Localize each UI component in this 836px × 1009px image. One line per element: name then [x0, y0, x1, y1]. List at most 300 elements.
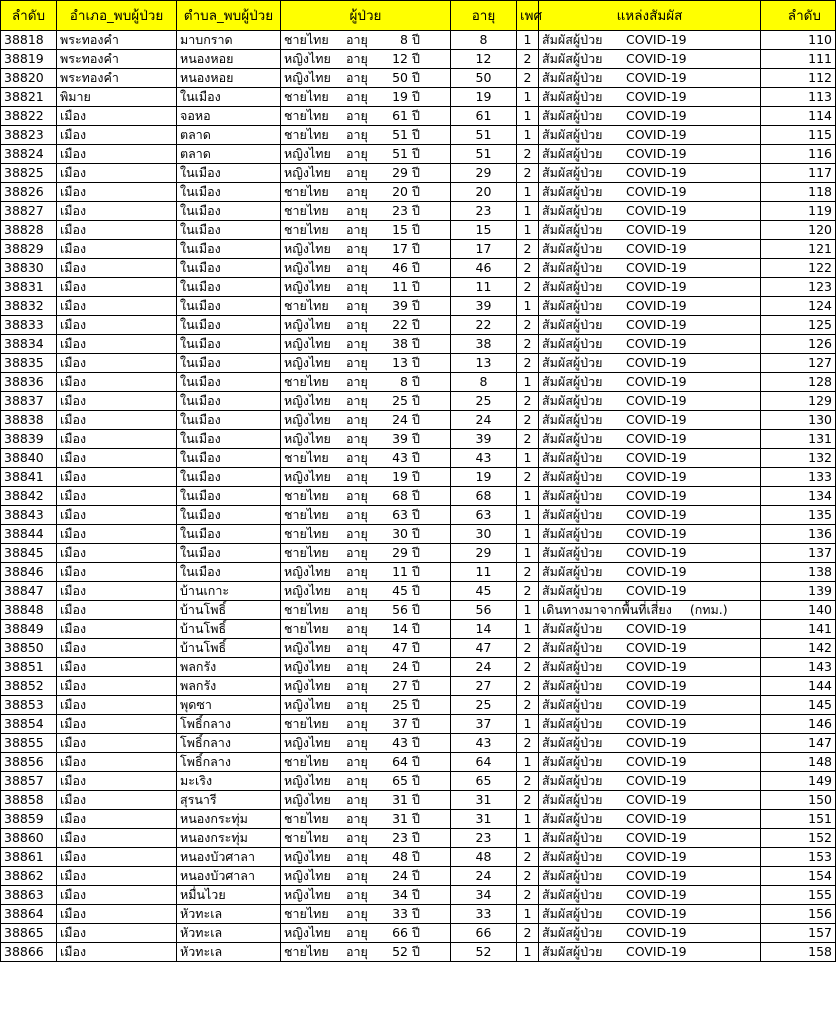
- cell-source: [539, 411, 761, 430]
- cell-age: 31: [451, 791, 517, 810]
- patient-age-number: 47: [392, 640, 408, 655]
- table-row: [1, 373, 836, 392]
- cell-order: 138: [761, 563, 836, 582]
- patient-age-unit: ปี: [412, 716, 420, 731]
- patient-type: ชายไทย: [284, 32, 329, 47]
- table-row: [1, 848, 836, 867]
- source-detail: COVID-19: [626, 659, 687, 674]
- cell-source: [539, 430, 761, 449]
- patient-age-number: 22: [392, 317, 408, 332]
- source-text: สัมผัสผู้ป่วย: [542, 830, 603, 845]
- patient-age-number: 8: [400, 32, 408, 47]
- patient-age-unit: ปี: [412, 887, 420, 902]
- cell-age: 24: [451, 867, 517, 886]
- source-detail: COVID-19: [626, 564, 687, 579]
- cell-district: เมือง: [57, 430, 177, 449]
- cell-seq: 38824: [1, 145, 57, 164]
- cell-order: 116: [761, 145, 836, 164]
- cell-sex: 1: [517, 107, 539, 126]
- cell-sex: 1: [517, 297, 539, 316]
- cell-patient: [281, 791, 451, 810]
- patient-age-label: อายุ: [346, 70, 368, 85]
- cell-patient: [281, 126, 451, 145]
- cell-order: 141: [761, 620, 836, 639]
- table-row: [1, 715, 836, 734]
- cell-age: 20: [451, 183, 517, 202]
- cell-district: เมือง: [57, 392, 177, 411]
- cell-age: 15: [451, 221, 517, 240]
- patient-age-unit: ปี: [412, 602, 420, 617]
- patient-age-label: อายุ: [346, 792, 368, 807]
- patient-age-label: อายุ: [346, 298, 368, 313]
- table-row: [1, 126, 836, 145]
- cell-source: [539, 943, 761, 962]
- cell-district: เมือง: [57, 335, 177, 354]
- source-detail: COVID-19: [626, 450, 687, 465]
- cell-seq: 38833: [1, 316, 57, 335]
- cell-source: [539, 639, 761, 658]
- table-row: [1, 69, 836, 88]
- cell-sex: 2: [517, 392, 539, 411]
- cell-order: 128: [761, 373, 836, 392]
- cell-subdistrict: ในเมือง: [177, 430, 281, 449]
- cell-patient: [281, 259, 451, 278]
- patient-age-number: 23: [392, 830, 408, 845]
- patient-age-unit: ปี: [412, 431, 420, 446]
- cell-age: 14: [451, 620, 517, 639]
- source-text: สัมผัสผู้ป่วย: [542, 412, 603, 427]
- cell-district: เมือง: [57, 848, 177, 867]
- cell-sex: 1: [517, 525, 539, 544]
- cell-seq: 38861: [1, 848, 57, 867]
- source-detail: COVID-19: [626, 260, 687, 275]
- cell-seq: 38840: [1, 449, 57, 468]
- patient-age-label: อายุ: [346, 184, 368, 199]
- cell-age: 8: [451, 373, 517, 392]
- cell-age: 13: [451, 354, 517, 373]
- cell-sex: 2: [517, 696, 539, 715]
- patient-type: หญิงไทย: [284, 640, 331, 655]
- cell-sex: 2: [517, 658, 539, 677]
- cell-sex: 2: [517, 886, 539, 905]
- patient-age-unit: ปี: [412, 70, 420, 85]
- patient-age-label: อายุ: [346, 830, 368, 845]
- source-text: สัมผัสผู้ป่วย: [542, 184, 603, 199]
- header-age: อายุ: [451, 1, 517, 31]
- cell-source: [539, 924, 761, 943]
- cell-age: 46: [451, 259, 517, 278]
- cell-source: [539, 126, 761, 145]
- patient-age-unit: ปี: [412, 507, 420, 522]
- source-text: สัมผัสผู้ป่วย: [542, 564, 603, 579]
- table-row: [1, 392, 836, 411]
- cell-order: 134: [761, 487, 836, 506]
- cell-subdistrict: บ้านโพธิ์: [177, 601, 281, 620]
- cell-patient: [281, 69, 451, 88]
- header-row: [1, 1, 836, 31]
- cell-subdistrict: ในเมือง: [177, 297, 281, 316]
- cell-seq: 38818: [1, 31, 57, 50]
- cell-seq: 38820: [1, 69, 57, 88]
- source-text: สัมผัสผู้ป่วย: [542, 241, 603, 256]
- cell-district: เมือง: [57, 316, 177, 335]
- source-detail: COVID-19: [626, 108, 687, 123]
- cell-patient: [281, 202, 451, 221]
- cell-subdistrict: ในเมือง: [177, 544, 281, 563]
- patient-age-number: 51: [392, 127, 408, 142]
- patient-age-number: 11: [392, 279, 408, 294]
- cell-seq: 38854: [1, 715, 57, 734]
- cell-sex: 2: [517, 335, 539, 354]
- cell-sex: 1: [517, 449, 539, 468]
- source-text: สัมผัสผู้ป่วย: [542, 697, 603, 712]
- source-detail: COVID-19: [626, 944, 687, 959]
- cell-patient: [281, 715, 451, 734]
- patient-age-number: 43: [392, 735, 408, 750]
- patient-age-label: อายุ: [346, 906, 368, 921]
- cell-age: 12: [451, 50, 517, 69]
- cell-patient: [281, 810, 451, 829]
- table-row: [1, 810, 836, 829]
- patient-type: หญิงไทย: [284, 849, 331, 864]
- source-detail: (กทม.): [689, 602, 728, 617]
- cell-district: เมือง: [57, 772, 177, 791]
- cell-order: 115: [761, 126, 836, 145]
- table-row: [1, 943, 836, 962]
- cell-order: 121: [761, 240, 836, 259]
- source-text: สัมผัสผู้ป่วย: [542, 488, 603, 503]
- cell-sex: 1: [517, 126, 539, 145]
- cell-sex: 2: [517, 69, 539, 88]
- cell-district: เมือง: [57, 601, 177, 620]
- cell-order: 149: [761, 772, 836, 791]
- cell-sex: 2: [517, 639, 539, 658]
- source-text: สัมผัสผู้ป่วย: [542, 754, 603, 769]
- source-text: สัมผัสผู้ป่วย: [542, 108, 603, 123]
- cell-seq: 38847: [1, 582, 57, 601]
- source-detail: COVID-19: [626, 792, 687, 807]
- patient-age-unit: ปี: [412, 754, 420, 769]
- source-detail: COVID-19: [626, 393, 687, 408]
- cell-age: 11: [451, 563, 517, 582]
- patient-age-label: อายุ: [346, 887, 368, 902]
- patient-type: ชายไทย: [284, 184, 329, 199]
- cell-age: 64: [451, 753, 517, 772]
- cell-sex: 2: [517, 563, 539, 582]
- patient-age-label: อายุ: [346, 146, 368, 161]
- patient-age-number: 68: [392, 488, 408, 503]
- patient-age-unit: ปี: [412, 868, 420, 883]
- patient-age-number: 14: [392, 621, 408, 636]
- patient-age-unit: ปี: [412, 735, 420, 750]
- source-detail: COVID-19: [626, 887, 687, 902]
- cell-subdistrict: บ้านโพธิ์: [177, 620, 281, 639]
- patient-age-unit: ปี: [412, 697, 420, 712]
- cell-order: 137: [761, 544, 836, 563]
- table-row: [1, 601, 836, 620]
- patient-type: หญิงไทย: [284, 925, 331, 940]
- cell-seq: 38834: [1, 335, 57, 354]
- cell-subdistrict: พลกรัง: [177, 658, 281, 677]
- cell-order: 140: [761, 601, 836, 620]
- cell-subdistrict: มาบกราด: [177, 31, 281, 50]
- cell-order: 130: [761, 411, 836, 430]
- patient-age-unit: ปี: [412, 127, 420, 142]
- cell-seq: 38843: [1, 506, 57, 525]
- cell-order: 151: [761, 810, 836, 829]
- cell-subdistrict: หนองบัวศาลา: [177, 867, 281, 886]
- cell-seq: 38831: [1, 278, 57, 297]
- patient-age-label: อายุ: [346, 355, 368, 370]
- source-text: สัมผัสผู้ป่วย: [542, 32, 603, 47]
- cell-age: 50: [451, 69, 517, 88]
- patient-age-unit: ปี: [412, 944, 420, 959]
- cell-source: [539, 487, 761, 506]
- cell-subdistrict: หนองบัวศาลา: [177, 848, 281, 867]
- table-row: [1, 145, 836, 164]
- cell-seq: 38846: [1, 563, 57, 582]
- cell-sex: 2: [517, 145, 539, 164]
- cell-age: 37: [451, 715, 517, 734]
- patient-age-label: อายุ: [346, 868, 368, 883]
- table-row: [1, 487, 836, 506]
- cell-age: 39: [451, 297, 517, 316]
- patient-age-number: 46: [392, 260, 408, 275]
- source-detail: COVID-19: [626, 583, 687, 598]
- cell-patient: [281, 50, 451, 69]
- cell-patient: [281, 848, 451, 867]
- cell-subdistrict: มะเริง: [177, 772, 281, 791]
- source-detail: COVID-19: [626, 165, 687, 180]
- patient-age-label: อายุ: [346, 127, 368, 142]
- cell-age: 34: [451, 886, 517, 905]
- cell-subdistrict: หนองกระทุ่ม: [177, 829, 281, 848]
- patient-age-unit: ปี: [412, 222, 420, 237]
- source-detail: COVID-19: [626, 431, 687, 446]
- cell-age: 25: [451, 392, 517, 411]
- source-detail: COVID-19: [626, 906, 687, 921]
- source-detail: COVID-19: [626, 640, 687, 655]
- cell-seq: 38849: [1, 620, 57, 639]
- patient-age-unit: ปี: [412, 241, 420, 256]
- cell-seq: 38855: [1, 734, 57, 753]
- cell-patient: [281, 943, 451, 962]
- cell-seq: 38859: [1, 810, 57, 829]
- cell-patient: [281, 772, 451, 791]
- cell-patient: [281, 392, 451, 411]
- patient-age-number: 52: [392, 944, 408, 959]
- cell-district: เมือง: [57, 563, 177, 582]
- source-text: สัมผัสผู้ป่วย: [542, 317, 603, 332]
- patient-age-number: 23: [392, 203, 408, 218]
- cell-patient: [281, 278, 451, 297]
- patient-age-label: อายุ: [346, 203, 368, 218]
- cell-source: [539, 696, 761, 715]
- source-detail: COVID-19: [626, 32, 687, 47]
- patient-age-number: 15: [392, 222, 408, 237]
- source-text: สัมผัสผู้ป่วย: [542, 165, 603, 180]
- cell-district: พระทองคำ: [57, 50, 177, 69]
- patient-type: หญิงไทย: [284, 792, 331, 807]
- cell-seq: 38857: [1, 772, 57, 791]
- source-text: สัมผัสผู้ป่วย: [542, 906, 603, 921]
- patient-age-unit: ปี: [412, 146, 420, 161]
- cell-order: 119: [761, 202, 836, 221]
- patient-age-label: อายุ: [346, 697, 368, 712]
- cell-patient: [281, 506, 451, 525]
- cell-sex: 2: [517, 164, 539, 183]
- source-text: สัมผัสผู้ป่วย: [542, 146, 603, 161]
- cell-subdistrict: หัวทะเล: [177, 905, 281, 924]
- patient-age-number: 64: [392, 754, 408, 769]
- cell-seq: 38823: [1, 126, 57, 145]
- source-detail: COVID-19: [626, 184, 687, 199]
- cell-age: 68: [451, 487, 517, 506]
- cell-order: 132: [761, 449, 836, 468]
- patient-age-unit: ปี: [412, 925, 420, 940]
- cell-source: [539, 31, 761, 50]
- cell-sex: 2: [517, 278, 539, 297]
- patient-age-number: 12: [392, 51, 408, 66]
- source-detail: COVID-19: [626, 716, 687, 731]
- cell-sex: 2: [517, 316, 539, 335]
- cell-age: 19: [451, 88, 517, 107]
- source-text: สัมผัสผู้ป่วย: [542, 792, 603, 807]
- table-body: [1, 31, 836, 962]
- cell-subdistrict: ในเมือง: [177, 221, 281, 240]
- cell-district: เมือง: [57, 582, 177, 601]
- source-text: สัมผัสผู้ป่วย: [542, 507, 603, 522]
- patient-age-unit: ปี: [412, 336, 420, 351]
- cell-district: เมือง: [57, 639, 177, 658]
- table-row: [1, 259, 836, 278]
- patient-type: ชายไทย: [284, 716, 329, 731]
- patient-type: ชายไทย: [284, 944, 329, 959]
- cell-order: 125: [761, 316, 836, 335]
- cell-subdistrict: ในเมือง: [177, 259, 281, 278]
- cell-patient: [281, 354, 451, 373]
- cell-order: 129: [761, 392, 836, 411]
- cell-district: เมือง: [57, 943, 177, 962]
- patient-type: หญิงไทย: [284, 241, 331, 256]
- cell-order: 156: [761, 905, 836, 924]
- source-text: สัมผัสผู้ป่วย: [542, 51, 603, 66]
- source-detail: COVID-19: [626, 51, 687, 66]
- patient-age-label: อายุ: [346, 32, 368, 47]
- cell-order: 127: [761, 354, 836, 373]
- header-patient: ผู้ป่วย: [281, 1, 451, 31]
- patient-age-unit: ปี: [412, 583, 420, 598]
- header-subdistrict: ตำบล_พบผู้ป่วย: [177, 1, 281, 31]
- cell-sex: 2: [517, 468, 539, 487]
- table-row: [1, 582, 836, 601]
- cell-sex: 1: [517, 373, 539, 392]
- cell-age: 17: [451, 240, 517, 259]
- cell-sex: 2: [517, 354, 539, 373]
- cell-seq: 38827: [1, 202, 57, 221]
- cell-sex: 2: [517, 411, 539, 430]
- cell-age: 38: [451, 335, 517, 354]
- source-text: สัมผัสผู้ป่วย: [542, 735, 603, 750]
- patient-age-label: อายุ: [346, 412, 368, 427]
- source-text: สัมผัสผู้ป่วย: [542, 70, 603, 85]
- cell-patient: [281, 411, 451, 430]
- patient-type: ชายไทย: [284, 127, 329, 142]
- source-detail: COVID-19: [626, 526, 687, 541]
- cell-order: 142: [761, 639, 836, 658]
- cell-sex: 1: [517, 487, 539, 506]
- cell-subdistrict: โพธิ์กลาง: [177, 753, 281, 772]
- cell-district: เมือง: [57, 240, 177, 259]
- cell-patient: [281, 316, 451, 335]
- cell-sex: 2: [517, 677, 539, 696]
- source-detail: COVID-19: [626, 203, 687, 218]
- cell-sex: 2: [517, 867, 539, 886]
- cell-seq: 38832: [1, 297, 57, 316]
- cell-subdistrict: ในเมือง: [177, 164, 281, 183]
- cell-subdistrict: ในเมือง: [177, 183, 281, 202]
- cell-subdistrict: ในเมือง: [177, 335, 281, 354]
- cell-district: เมือง: [57, 449, 177, 468]
- cell-subdistrict: หนองหอย: [177, 69, 281, 88]
- patient-age-unit: ปี: [412, 545, 420, 560]
- cell-age: 23: [451, 829, 517, 848]
- patient-age-number: 31: [392, 792, 408, 807]
- patient-age-label: อายุ: [346, 602, 368, 617]
- cell-source: [539, 753, 761, 772]
- cell-source: [539, 544, 761, 563]
- cell-district: เมือง: [57, 183, 177, 202]
- cell-source: [539, 810, 761, 829]
- cell-order: 143: [761, 658, 836, 677]
- patient-age-unit: ปี: [412, 640, 420, 655]
- cell-order: 157: [761, 924, 836, 943]
- cell-district: เมือง: [57, 905, 177, 924]
- cell-subdistrict: ในเมือง: [177, 392, 281, 411]
- source-detail: COVID-19: [626, 317, 687, 332]
- source-detail: COVID-19: [626, 355, 687, 370]
- cell-source: [539, 658, 761, 677]
- cell-subdistrict: พุดซา: [177, 696, 281, 715]
- source-detail: COVID-19: [626, 545, 687, 560]
- table-row: [1, 506, 836, 525]
- patient-age-number: 45: [392, 583, 408, 598]
- patient-type: หญิงไทย: [284, 431, 331, 446]
- patient-age-label: อายุ: [346, 336, 368, 351]
- patient-age-unit: ปี: [412, 51, 420, 66]
- cell-district: เมือง: [57, 620, 177, 639]
- cell-district: เมือง: [57, 297, 177, 316]
- cell-order: 124: [761, 297, 836, 316]
- cell-sex: 1: [517, 202, 539, 221]
- cell-district: พิมาย: [57, 88, 177, 107]
- patient-age-unit: ปี: [412, 849, 420, 864]
- cell-district: เมือง: [57, 677, 177, 696]
- patient-age-number: 29: [392, 545, 408, 560]
- patient-type: หญิงไทย: [284, 146, 331, 161]
- cell-age: 61: [451, 107, 517, 126]
- patient-type: หญิงไทย: [284, 773, 331, 788]
- table-row: [1, 240, 836, 259]
- cell-sex: 2: [517, 50, 539, 69]
- cell-age: 47: [451, 639, 517, 658]
- cell-patient: [281, 240, 451, 259]
- patient-age-unit: ปี: [412, 89, 420, 104]
- cell-patient: [281, 544, 451, 563]
- patient-age-unit: ปี: [412, 811, 420, 826]
- cell-patient: [281, 221, 451, 240]
- cell-subdistrict: โพธิ์กลาง: [177, 734, 281, 753]
